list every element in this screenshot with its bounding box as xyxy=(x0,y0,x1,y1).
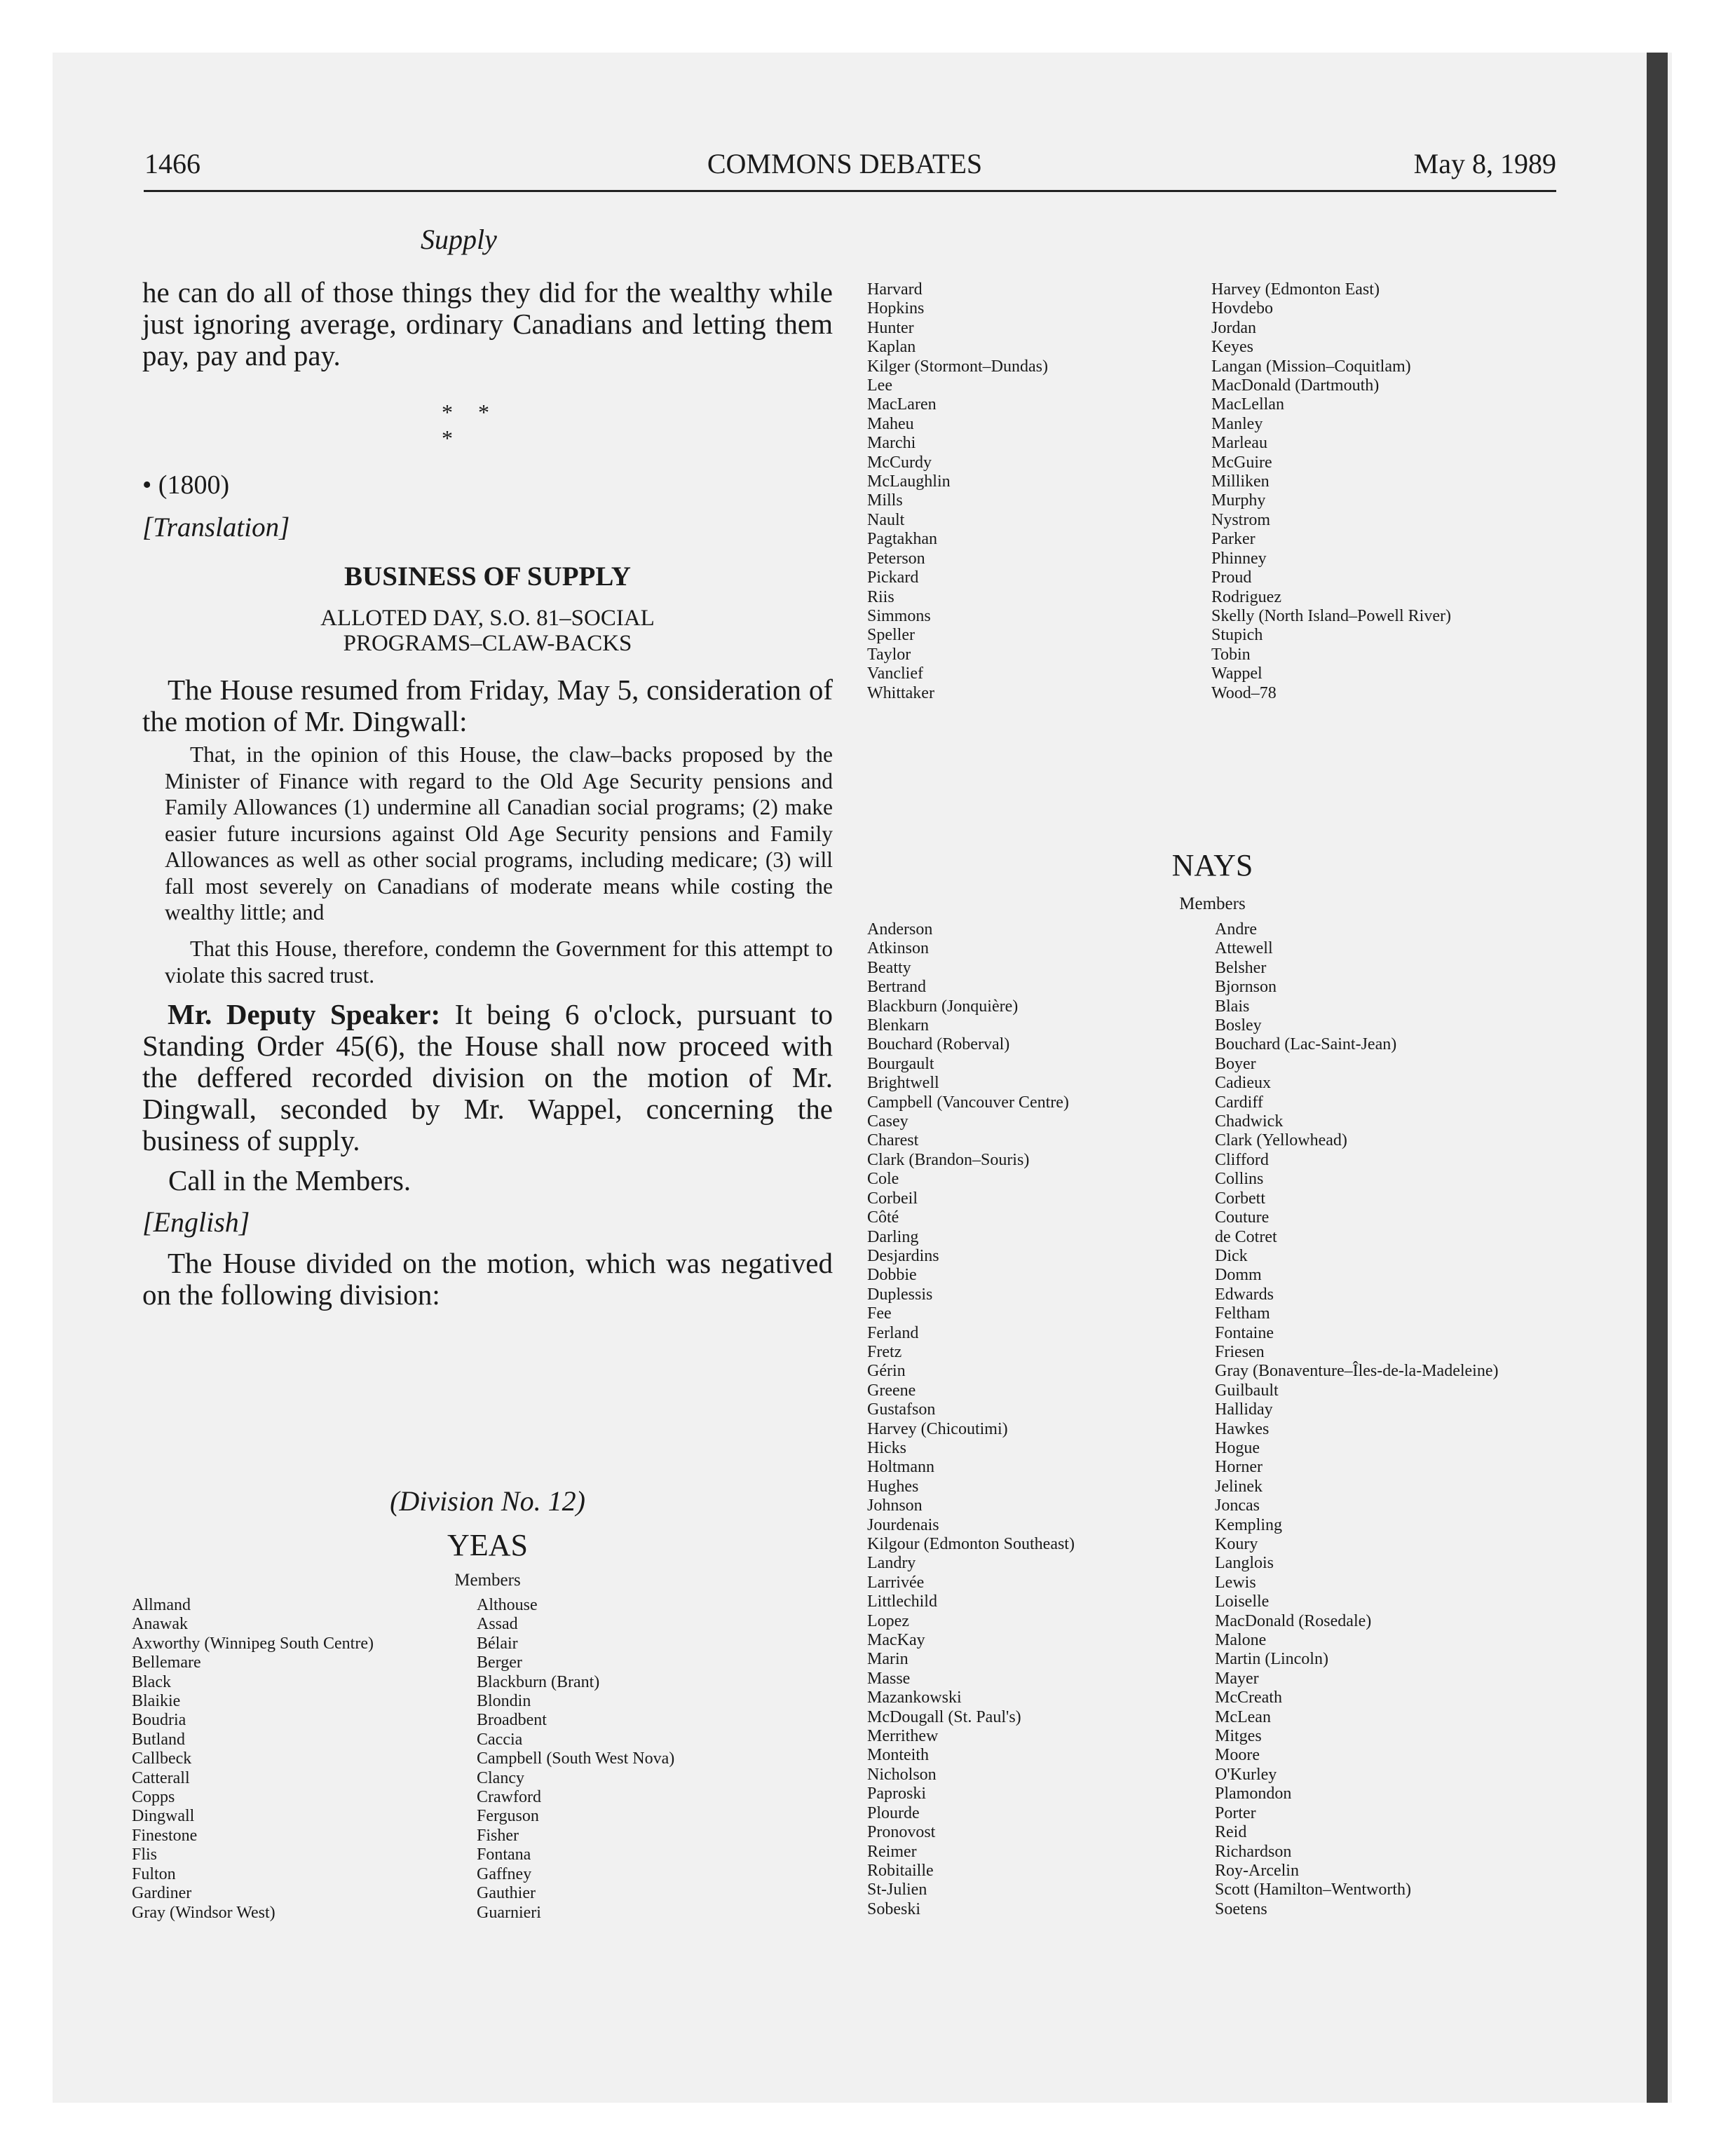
member-name: Chadwick xyxy=(1215,1112,1284,1131)
member-name: Blais xyxy=(1215,997,1250,1016)
member-name: Langan (Mission–Coquitlam) xyxy=(1211,357,1411,376)
member-name: Cardiff xyxy=(1215,1093,1263,1112)
member-name: McGuire xyxy=(1211,453,1272,472)
member-name: Jordan xyxy=(1211,318,1256,337)
member-name: Fontaine xyxy=(1215,1323,1274,1342)
member-name: Mills xyxy=(867,491,903,510)
member-name: Sobeski xyxy=(867,1899,921,1918)
member-name: Harvey (Chicoutimi) xyxy=(867,1419,1008,1438)
member-name: Jelinek xyxy=(1215,1477,1263,1496)
member-name: Axworthy (Winnipeg South Centre) xyxy=(132,1634,374,1653)
member-name: Bellemare xyxy=(132,1653,201,1672)
member-name: Dick xyxy=(1215,1246,1248,1265)
yeas-title: YEAS xyxy=(447,1528,528,1562)
member-name: Blaikie xyxy=(132,1692,181,1711)
member-name: Wood–78 xyxy=(1211,683,1277,702)
member-name: Gérin xyxy=(867,1362,906,1381)
member-name: Littlechild xyxy=(867,1592,937,1611)
member-name: Blackburn (Brant) xyxy=(477,1672,600,1691)
member-name: Bouchard (Lac-Saint-Jean) xyxy=(1215,1035,1397,1054)
member-name: Bosley xyxy=(1215,1016,1262,1035)
member-name: Hicks xyxy=(867,1438,906,1457)
member-name: Marin xyxy=(867,1650,909,1669)
member-name: Feltham xyxy=(1215,1304,1270,1323)
member-name: Ferguson xyxy=(477,1807,539,1826)
nays-column-1 xyxy=(867,920,1075,1919)
member-name: Fisher xyxy=(477,1826,519,1845)
member-name: Gauthier xyxy=(477,1884,536,1903)
nays-title: NAYS xyxy=(1171,848,1253,882)
member-name: Lee xyxy=(867,376,892,395)
yeas-column-3 xyxy=(867,280,1048,703)
yeas-column-1 xyxy=(132,1596,374,1923)
member-name: Anawak xyxy=(132,1615,188,1634)
member-name: Butland xyxy=(132,1730,185,1749)
member-name: Koury xyxy=(1215,1535,1258,1553)
member-name: Marleau xyxy=(1211,434,1267,453)
english-tag: [English] xyxy=(142,1206,250,1238)
member-name: MacKay xyxy=(867,1631,925,1650)
member-name: Reimer xyxy=(867,1842,917,1861)
member-name: Mazankowski xyxy=(867,1688,962,1707)
issue-date: May 8, 1989 xyxy=(1413,148,1556,179)
member-name: Crawford xyxy=(477,1788,541,1807)
member-name: Hopkins xyxy=(867,299,925,318)
member-name: Pagtakhan xyxy=(867,530,937,549)
member-name: Campbell (South West Nova) xyxy=(477,1749,675,1768)
member-name: Domm xyxy=(1215,1266,1262,1285)
member-name: Monteith xyxy=(867,1746,929,1765)
member-name: Skelly (North Island–Powell River) xyxy=(1211,606,1451,625)
motion-paragraph: That this House, therefore, condemn the Government for this attempt to violate this sacred trust. xyxy=(165,936,833,988)
member-name: Casey xyxy=(867,1112,909,1131)
time-marker: • (1800) xyxy=(142,470,230,500)
member-name: Milliken xyxy=(1211,472,1270,491)
member-name: Hughes xyxy=(867,1477,919,1496)
member-name: Gaffney xyxy=(477,1864,532,1883)
member-name: McCurdy xyxy=(867,453,932,472)
member-name: Gray (Windsor West) xyxy=(132,1903,275,1922)
member-name: Althouse xyxy=(477,1596,538,1614)
member-name: Clark (Yellowhead) xyxy=(1215,1131,1347,1150)
member-name: Gustafson xyxy=(867,1400,936,1419)
member-name: Blackburn (Jonquière) xyxy=(867,997,1019,1016)
member-name: Peterson xyxy=(867,549,925,568)
nays-heading xyxy=(867,848,1558,883)
divided-paragraph: The House divided on the motion, which was negatived on the following division: xyxy=(142,1247,833,1311)
member-name: Atkinson xyxy=(867,939,930,958)
member-name: Simmons xyxy=(867,606,931,625)
member-name: Jourdenais xyxy=(867,1515,939,1534)
member-name: Malone xyxy=(1215,1631,1267,1650)
member-name: Boudria xyxy=(132,1711,186,1730)
intro-paragraph: he can do all of those things they did for the wealthy while just ignoring average, ordinary Canadians and letting them pay, pay and pay. xyxy=(142,276,833,371)
section-separator: * * * xyxy=(442,400,499,451)
member-name: Landry xyxy=(867,1554,916,1573)
member-name: Greene xyxy=(867,1381,916,1400)
member-name: Bélair xyxy=(477,1634,518,1653)
member-name: O'Kurley xyxy=(1215,1765,1277,1784)
running-title: COMMONS DEBATES xyxy=(707,148,983,179)
member-name: Loiselle xyxy=(1215,1592,1270,1611)
member-name: Lopez xyxy=(867,1611,909,1630)
member-name: Holtmann xyxy=(867,1458,934,1477)
member-name: Campbell (Vancouver Centre) xyxy=(867,1093,1069,1112)
member-name: Flis xyxy=(132,1845,158,1864)
member-name: Cadieux xyxy=(1215,1074,1271,1093)
call-members: Call in the Members. xyxy=(168,1164,411,1196)
member-name: Collins xyxy=(1215,1170,1264,1189)
member-name: Bourgault xyxy=(867,1054,934,1073)
member-name: Nicholson xyxy=(867,1765,937,1784)
member-name: Ferland xyxy=(867,1323,919,1342)
member-name: Manley xyxy=(1211,414,1263,433)
division-label: (Division No. 12) xyxy=(390,1485,585,1517)
member-name: Moore xyxy=(1215,1746,1260,1765)
member-name: MacDonald (Dartmouth) xyxy=(1211,376,1380,395)
member-name: Gray (Bonaventure–Îles-de-la-Madeleine) xyxy=(1215,1362,1499,1381)
member-name: Keyes xyxy=(1211,338,1253,357)
member-name: Maheu xyxy=(867,414,914,433)
member-name: Scott (Hamilton–Wentworth) xyxy=(1215,1881,1412,1899)
member-name: Dingwall xyxy=(132,1807,195,1826)
resumed-paragraph: The House resumed from Friday, May 5, consideration of the motion of Mr. Dingwall: xyxy=(142,674,833,737)
member-name: Desjardins xyxy=(867,1246,939,1265)
member-name: MacDonald (Rosedale) xyxy=(1215,1611,1372,1630)
member-name: Gardiner xyxy=(132,1884,192,1903)
member-name: St-Julien xyxy=(867,1881,927,1899)
member-name: Paproski xyxy=(867,1785,926,1803)
speaker-paragraph xyxy=(142,999,833,1157)
member-name: Couture xyxy=(1215,1208,1270,1227)
member-name: Whittaker xyxy=(867,683,934,702)
member-name: Clark (Brandon–Souris) xyxy=(867,1150,1030,1169)
member-name: Brightwell xyxy=(867,1074,939,1093)
member-name: Vanclief xyxy=(867,664,923,683)
member-name: Hogue xyxy=(1215,1438,1260,1457)
member-name: Nystrom xyxy=(1211,510,1270,529)
member-name: Kempling xyxy=(1215,1515,1282,1534)
member-name: Soetens xyxy=(1215,1899,1267,1918)
member-name: Porter xyxy=(1215,1803,1256,1822)
member-name: Plourde xyxy=(867,1803,920,1822)
member-name: Pronovost xyxy=(867,1823,936,1842)
business-heading: BUSINESS OF SUPPLY xyxy=(344,561,631,592)
member-name: Berger xyxy=(477,1653,522,1672)
member-name: Speller xyxy=(867,626,915,645)
member-name: Kilger (Stormont–Dundas) xyxy=(867,357,1048,376)
member-name: Charest xyxy=(867,1131,919,1150)
member-name: Plamondon xyxy=(1215,1785,1292,1803)
member-name: Riis xyxy=(867,587,894,606)
nays-column-2 xyxy=(1215,920,1498,1919)
member-name: Côté xyxy=(867,1208,899,1227)
member-name: de Cotret xyxy=(1215,1227,1277,1246)
member-name: Hovdebo xyxy=(1211,299,1273,318)
member-name: Fretz xyxy=(867,1342,902,1361)
member-name: McLean xyxy=(1215,1707,1271,1726)
member-name: Martin (Lincoln) xyxy=(1215,1650,1328,1669)
member-name: MacLellan xyxy=(1211,395,1284,414)
member-name: Harvey (Edmonton East) xyxy=(1211,280,1380,299)
member-name: McLaughlin xyxy=(867,472,951,491)
member-name: Friesen xyxy=(1215,1342,1265,1361)
member-name: Proud xyxy=(1211,568,1252,587)
member-name: Corbett xyxy=(1215,1189,1265,1208)
member-name: Fulton xyxy=(132,1864,176,1883)
member-name: Johnson xyxy=(867,1496,923,1515)
member-name: Taylor xyxy=(867,645,911,664)
member-name: Mayer xyxy=(1215,1669,1259,1688)
member-name: Darling xyxy=(867,1227,919,1246)
member-name: Broadbent xyxy=(477,1711,547,1730)
member-name: Stupich xyxy=(1211,626,1263,645)
member-name: Marchi xyxy=(867,434,916,453)
member-name: Reid xyxy=(1215,1823,1247,1842)
yeas-members-label: Members xyxy=(454,1571,521,1590)
member-name: Mitges xyxy=(1215,1727,1262,1746)
member-name: Phinney xyxy=(1211,549,1267,568)
speaker-label: Mr. Deputy Speaker: xyxy=(168,998,441,1030)
member-name: Roy-Arcelin xyxy=(1215,1861,1299,1880)
member-name: Assad xyxy=(477,1615,518,1634)
member-name: Dobbie xyxy=(867,1266,917,1285)
member-name: Andre xyxy=(1215,920,1257,939)
member-name: Anderson xyxy=(867,920,933,939)
member-name: Fee xyxy=(867,1304,892,1323)
yeas-column-4 xyxy=(1211,280,1451,703)
member-name: Cole xyxy=(867,1170,899,1189)
member-name: Hawkes xyxy=(1215,1419,1270,1438)
page-edge-shadow xyxy=(1647,53,1668,2103)
member-name: Boyer xyxy=(1215,1054,1256,1073)
member-name: McDougall (St. Paul's) xyxy=(867,1707,1021,1726)
member-name: Horner xyxy=(1215,1458,1263,1477)
member-name: Callbeck xyxy=(132,1749,192,1768)
member-name: Larrivée xyxy=(867,1573,925,1592)
member-name: MacLaren xyxy=(867,395,937,414)
page-number: 1466 xyxy=(144,148,200,179)
member-name: Hunter xyxy=(867,318,914,337)
member-name: Guarnieri xyxy=(477,1903,541,1922)
member-name: Merrithew xyxy=(867,1727,939,1746)
member-name: Murphy xyxy=(1211,491,1266,510)
member-name: Masse xyxy=(867,1669,911,1688)
member-name: Beatty xyxy=(867,958,911,977)
member-name: Kaplan xyxy=(867,338,916,357)
business-subheading-2: PROGRAMS–CLAW-BACKS xyxy=(343,631,632,656)
member-name: Richardson xyxy=(1215,1842,1292,1861)
member-name: Attewell xyxy=(1215,939,1273,958)
member-name: Langlois xyxy=(1215,1554,1274,1573)
member-name: Duplessis xyxy=(867,1285,933,1304)
member-name: Joncas xyxy=(1215,1496,1260,1515)
translation-tag: [Translation] xyxy=(142,512,290,543)
member-name: Harvard xyxy=(867,280,923,299)
motion-paragraph: That, in the opinion of this House, the claw–backs proposed by the Minister of Finance with regard to the Old Age Security pensions and Family Allowances (1) undermine all Canadian social programs; (2) make easier future incursions against Old Age Security pensions and Family Allowances as well as other social programs, including medicare; (3) will fall most severely on Canadians of moderate means while costing the wealthy little; and xyxy=(165,742,833,925)
member-name: Corbeil xyxy=(867,1189,918,1208)
member-name: Catterall xyxy=(132,1768,190,1787)
member-name: Belsher xyxy=(1215,958,1267,977)
member-name: Blenkarn xyxy=(867,1016,929,1035)
member-name: Parker xyxy=(1211,530,1256,549)
nays-members-label: Members xyxy=(1179,894,1246,913)
member-name: Halliday xyxy=(1215,1400,1273,1419)
member-name: Caccia xyxy=(477,1730,523,1749)
member-name: Lewis xyxy=(1215,1573,1256,1592)
member-name: Finestone xyxy=(132,1826,198,1845)
member-name: Blondin xyxy=(477,1692,531,1711)
member-name: Robitaille xyxy=(867,1861,934,1880)
speaker-text: It being 6 o'clock, pursuant to Standing Order 45(6), the House shall now proceed with the deffered recorded division on the motion of Mr. Dingwall, seconded by Mr. Wappel, concerning the business of supply. xyxy=(142,998,833,1157)
header-rule xyxy=(144,190,1556,192)
member-name: Bouchard (Roberval) xyxy=(867,1035,1010,1054)
yeas-heading xyxy=(142,1528,833,1563)
section-label: Supply xyxy=(421,224,497,255)
member-name: Pickard xyxy=(867,568,919,587)
member-name: Rodriguez xyxy=(1211,587,1281,606)
member-name: McCreath xyxy=(1215,1688,1282,1707)
member-name: Wappel xyxy=(1211,664,1263,683)
member-name: Tobin xyxy=(1211,645,1251,664)
member-name: Black xyxy=(132,1672,171,1691)
member-name: Fontana xyxy=(477,1845,531,1864)
member-name: Edwards xyxy=(1215,1285,1274,1304)
member-name: Allmand xyxy=(132,1596,191,1614)
member-name: Nault xyxy=(867,510,905,529)
member-name: Clifford xyxy=(1215,1150,1269,1169)
member-name: Guilbault xyxy=(1215,1381,1279,1400)
member-name: Clancy xyxy=(477,1768,524,1787)
business-subheading-1: ALLOTED DAY, S.O. 81–SOCIAL xyxy=(320,606,655,631)
yeas-column-2 xyxy=(477,1596,674,1923)
member-name: Copps xyxy=(132,1788,175,1807)
member-name: Kilgour (Edmonton Southeast) xyxy=(867,1535,1075,1553)
member-name: Bertrand xyxy=(867,978,926,997)
member-name: Bjornson xyxy=(1215,978,1277,997)
